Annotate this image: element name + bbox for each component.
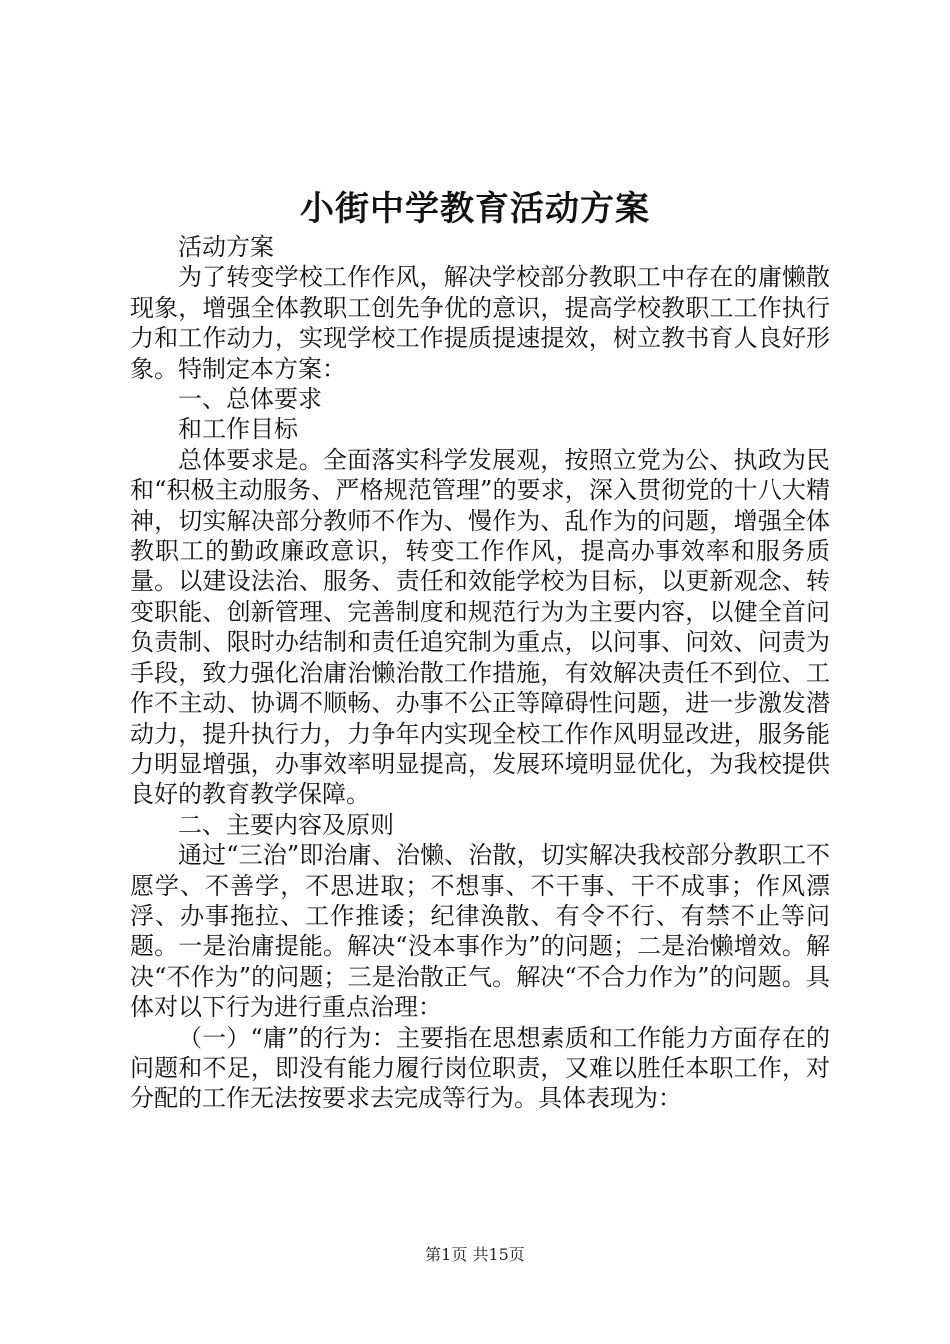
section-heading: 二、主要内容及原则	[178, 810, 394, 839]
paragraph: 总体要求是。全面落实科学发展观，按照立党为公、执政为民和“积极主动服务、严格规范管理”的要求，深入贯彻党的十八大精神，切实解决部分教师不作为、慢作为、乱作为的问题，增强全体教职工的勤政廉政意识，转变工作作风，提高办事效率和服务质量。以建设法治、服务、责任和效能学校为目标，以更新观念、转变职能、创新管理、完善制度和规范行为为主要内容，以健全首问负责制、限时办结制和责任追究制为重点，以问事、问效、问责为手段，致力强化治庸治懒治散工作措施，有效解决责任不到位、工作不主动、协调不顺畅、办事不公正等障碍性问题，进一步激发潜动力，提升执行力，力争年内实现全校工作作风明显改进，服务能力明显增强，办事效率明显提高，发展环境明显优化，为我校提供良好的教育教学保障。	[130, 445, 830, 809]
paragraph: 通过“三治”即治庸、治懒、治散，切实解决我校部分教职工不愿学、不善学，不思进取；不想事、不干事、干不成事；作风漂浮、办事拖拉、工作推诿；纪律涣散、有令不行、有禁不止等问题。一是治庸提能。解决“没本事作为”的问题；二是治懒增效。解决“不作为”的问题；三是治散正气。解决“不合力作为”的问题。具体对以下行为进行重点治理：	[130, 841, 830, 1022]
paragraph: 活动方案	[178, 233, 274, 261]
section-heading: 一、总体要求	[178, 385, 322, 414]
document-body	[130, 232, 830, 1114]
document-title: 小街中学教育活动方案	[300, 189, 650, 229]
paragraph: （一）“庸”的行为：主要指在思想素质和工作能力方面存在的问题和不足，即没有能力履行岗位职责，又难以胜任本职工作，对分配的工作无法按要求去完成等行为。具体表现为：	[130, 1023, 830, 1113]
page-footer: 第1页 共15页	[425, 1245, 525, 1264]
paragraph: 为了转变学校工作作风，解决学校部分教职工中存在的庸懒散现象，增强全体教职工创先争优的意识，提高学校教职工工作执行力和工作动力，实现学校工作提质提速提效，树立教书育人良好形象。特制定本方案：	[130, 263, 830, 383]
section-heading: 和工作目标	[178, 415, 298, 444]
